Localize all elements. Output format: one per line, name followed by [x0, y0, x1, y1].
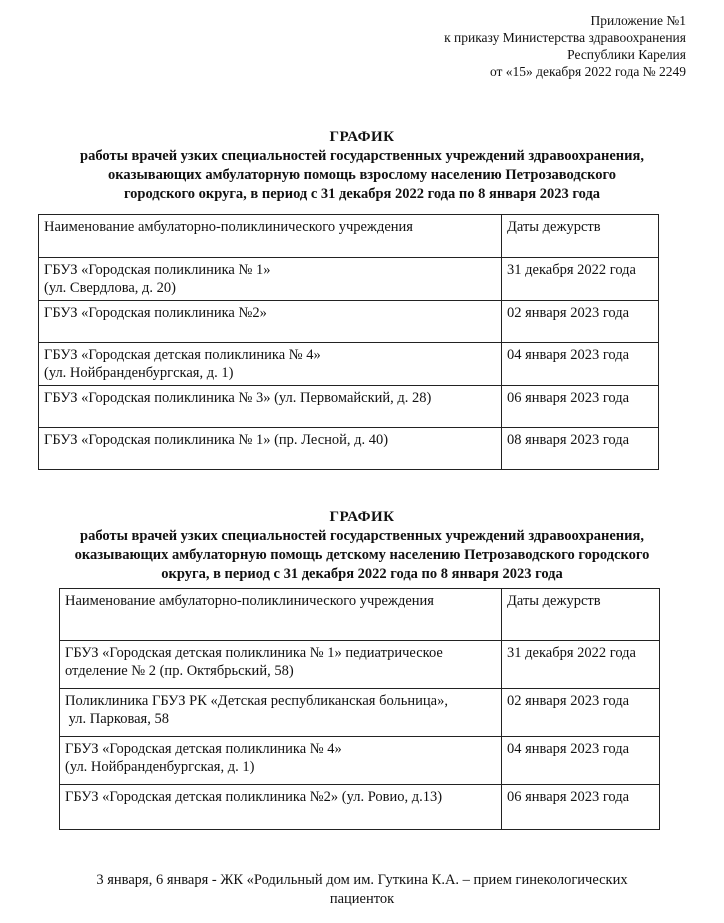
- institution-cell: [39, 386, 502, 428]
- institution-line: ГБУЗ «Городская детская поликлиника №2» (ул. Ровио, д.13): [65, 789, 443, 805]
- date-cell: 31 декабря 2022 года: [502, 641, 660, 689]
- institution-cell: [39, 428, 502, 470]
- institution-line: ГБУЗ «Городская поликлиника №2»: [44, 305, 267, 321]
- title-line: городского округа, в период с 31 декабря 2022 года по 8 января 2023 года: [123, 186, 601, 202]
- adult-schedule-title: [0, 128, 724, 204]
- table-row: [60, 641, 660, 689]
- adult-schedule-table: [38, 214, 659, 470]
- appendix-line: от «15» декабря 2022 года № 2249: [489, 64, 686, 79]
- title-line: работы врачей узких специальностей государственных учреждений здравоохранения,: [80, 528, 644, 544]
- date-cell: 02 января 2023 года: [502, 301, 659, 343]
- institution-cell: [60, 737, 502, 785]
- date-cell: 08 января 2023 года: [502, 428, 659, 470]
- institution-line: отделение № 2 (пр. Октябрьский, 58): [65, 663, 294, 679]
- institution-line: ГБУЗ «Городская детская поликлиника № 4»: [44, 347, 321, 363]
- institution-cell: [60, 641, 502, 689]
- institution-line: ГБУЗ «Городская детская поликлиника № 4»: [65, 741, 342, 757]
- table-row: [39, 301, 659, 343]
- footer-line: 3 января, 6 января - ЖК «Родильный дом им. Гуткина К.А. – прием гинекологических: [96, 872, 628, 888]
- institution-cell: [39, 343, 502, 386]
- title-line: работы врачей узких специальностей государственных учреждений здравоохранения,: [80, 148, 644, 164]
- header-dates: Даты дежурств: [502, 215, 659, 258]
- institution-line: (ул. Свердлова, д. 20): [44, 280, 177, 296]
- institution-line: ГБУЗ «Городская поликлиника № 1» (пр. Лесной, д. 40): [44, 432, 389, 448]
- appendix-line: Приложение №1: [590, 13, 686, 28]
- appendix-line: Республики Карелия: [567, 47, 686, 62]
- date-cell: 31 декабря 2022 года: [502, 258, 659, 301]
- date-cell: 06 января 2023 года: [502, 785, 660, 830]
- title-heading: ГРАФИК: [329, 129, 395, 145]
- table-row: [39, 258, 659, 301]
- footer-note: [0, 871, 724, 909]
- title-line: оказывающих амбулаторную помощь взрослому населению Петрозаводского: [107, 167, 617, 183]
- table-row: [60, 737, 660, 785]
- institution-line: ГБУЗ «Городская поликлиника № 1»: [44, 262, 271, 278]
- institution-cell: [39, 258, 502, 301]
- date-cell: 06 января 2023 года: [502, 386, 659, 428]
- institution-cell: [60, 785, 502, 830]
- institution-line: ГБУЗ «Городская поликлиника № 3» (ул. Первомайский, д. 28): [44, 390, 432, 406]
- date-cell: 04 января 2023 года: [502, 737, 660, 785]
- table-row: [39, 428, 659, 470]
- institution-line: ГБУЗ «Городская детская поликлиника № 1» педиатрическое: [65, 645, 443, 661]
- table-header-row: [60, 589, 660, 641]
- institution-line: Поликлиника ГБУЗ РК «Детская республиканская больница»,: [65, 693, 448, 709]
- table-row: [60, 689, 660, 737]
- institution-line: ул. Парковая, 58: [65, 711, 169, 727]
- table-header-row: [39, 215, 659, 258]
- institution-cell: [39, 301, 502, 343]
- child-schedule-title: [0, 508, 724, 584]
- table-row: [60, 785, 660, 830]
- appendix-line: к приказу Министерства здравоохранения: [444, 30, 686, 45]
- title-line: округа, в период с 31 декабря 2022 года по 8 января 2023 года: [161, 566, 563, 582]
- title-heading: ГРАФИК: [329, 509, 395, 525]
- table-row: [39, 343, 659, 386]
- child-schedule-table: [59, 588, 660, 830]
- table-row: [39, 386, 659, 428]
- header-institution: Наименование амбулаторно-поликлинического учреждения: [60, 589, 502, 641]
- footer-line: пациенток: [329, 891, 395, 907]
- title-line: оказывающих амбулаторную помощь детскому населению Петрозаводского городского: [74, 547, 650, 563]
- header-institution: Наименование амбулаторно-поликлинического учреждения: [39, 215, 502, 258]
- institution-line: (ул. Нойбранденбургская, д. 1): [65, 759, 255, 775]
- header-dates: Даты дежурств: [502, 589, 660, 641]
- institution-line: (ул. Нойбранденбургская, д. 1): [44, 365, 234, 381]
- institution-cell: [60, 689, 502, 737]
- date-cell: 04 января 2023 года: [502, 343, 659, 386]
- date-cell: 02 января 2023 года: [502, 689, 660, 737]
- appendix-header: [444, 12, 686, 80]
